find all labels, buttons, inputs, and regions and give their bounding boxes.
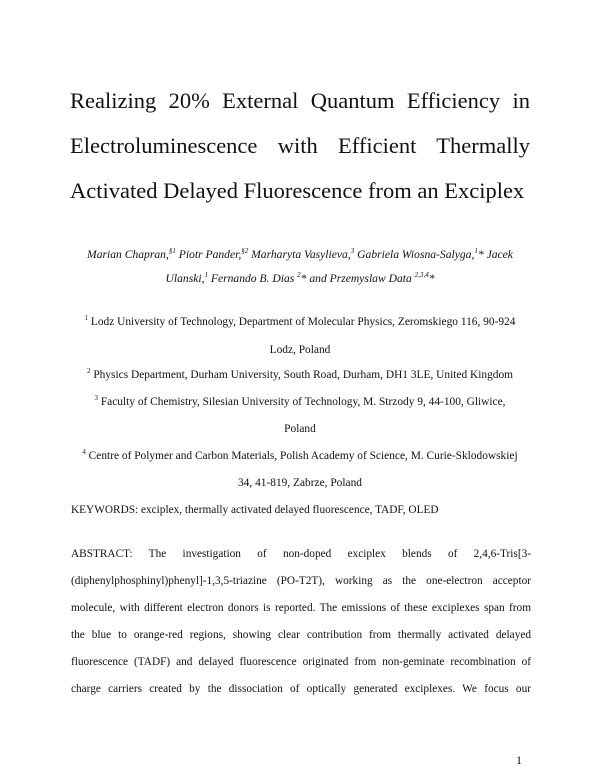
author-affiliation-mark: 1 — [474, 247, 478, 256]
abstract-line-2: (diphenylphosphinyl)phenyl]-1,3,5-triazine (PO-T2T), working as the one-electron acceptor — [71, 575, 531, 587]
affiliation-1-line-1 — [30, 314, 570, 330]
abstract-line-5: fluorescence (TADF) and delayed fluorescence originated from non-geminate recombination of — [71, 656, 531, 668]
affiliation-number: 3 — [94, 394, 98, 403]
affiliation-1-line-2: Lodz, Poland — [269, 344, 331, 356]
affiliation-text: Centre of Polymer and Carbon Materials, Polish Academy of Science, M. Curie-Sklodowskiej — [85, 450, 518, 462]
author-affiliation-mark: 3 — [350, 247, 355, 256]
author-list-line-1 — [30, 247, 570, 263]
affiliation-3-line-2: Poland — [284, 423, 316, 435]
affiliation-text: Lodz University of Technology, Department of Molecular Physics, Zeromskiego 116, 90-924 — [88, 316, 516, 328]
author-name: Marharyta Vasylieva, — [248, 248, 351, 261]
page-number: 1 — [516, 753, 522, 767]
author-name: Gabriela Wiosna-Salyga, — [354, 248, 475, 261]
affiliation-2 — [30, 367, 570, 383]
author-name: * Jacek — [477, 248, 513, 261]
corresponding-author-mark: * — [428, 272, 435, 285]
affiliation-number: 2 — [86, 367, 91, 376]
author-affiliation-mark: 2,3,4 — [414, 271, 429, 280]
author-affiliation-mark: 1 — [204, 271, 208, 280]
author-affiliation-mark: §2 — [241, 247, 249, 256]
keywords: KEYWORDS: exciplex, thermally activated delayed fluorescence, TADF, OLED — [71, 504, 439, 516]
paper-title-line-1: Realizing 20% External Quantum Efficiency in — [70, 88, 530, 113]
affiliation-number: 4 — [82, 448, 86, 457]
paper-title-line-3: Activated Delayed Fluorescence from an Exciplex — [70, 178, 525, 203]
author-name: Ulanski, — [165, 272, 205, 285]
abstract-line-3: molecule, with different electron donors is reported. The emissions of these exciplexes span from — [71, 602, 531, 614]
affiliation-4-line-1 — [30, 448, 570, 464]
author-name: Piotr Pander, — [175, 248, 242, 261]
affiliation-4-line-2: 34, 41-819, Zabrze, Poland — [237, 477, 362, 489]
affiliation-text: Physics Department, Durham University, South Road, Durham, DH1 3LE, United Kingdom — [90, 369, 514, 381]
author-affiliation-mark: §1 — [168, 247, 176, 256]
affiliation-text: Faculty of Chemistry, Silesian University of Technology, M. Strzody 9, 44-100, Gliwice, — [97, 396, 506, 408]
affiliation-number: 1 — [84, 314, 89, 323]
abstract-line-4: the blue to orange-red regions, showing clear contribution from thermally activated delayed — [71, 629, 531, 641]
author-name: Fernando B. Dias — [207, 272, 298, 285]
paper-title-line-2: Electroluminescence with Efficient Thermally — [70, 133, 530, 158]
author-affiliation-mark: 2 — [297, 271, 301, 280]
author-name: Marian Chapran, — [87, 248, 169, 261]
abstract-line-1: ABSTRACT: The investigation of non-doped exciplex blends of 2,4,6-Tris[3- — [71, 548, 531, 560]
abstract-line-6: charge carriers created by the dissociation of optically generated exciplexes. We focus our — [71, 683, 531, 695]
affiliation-3-line-1 — [30, 394, 570, 410]
author-list-line-2 — [30, 271, 570, 287]
author-name: * and Przemyslaw Data — [300, 272, 415, 285]
